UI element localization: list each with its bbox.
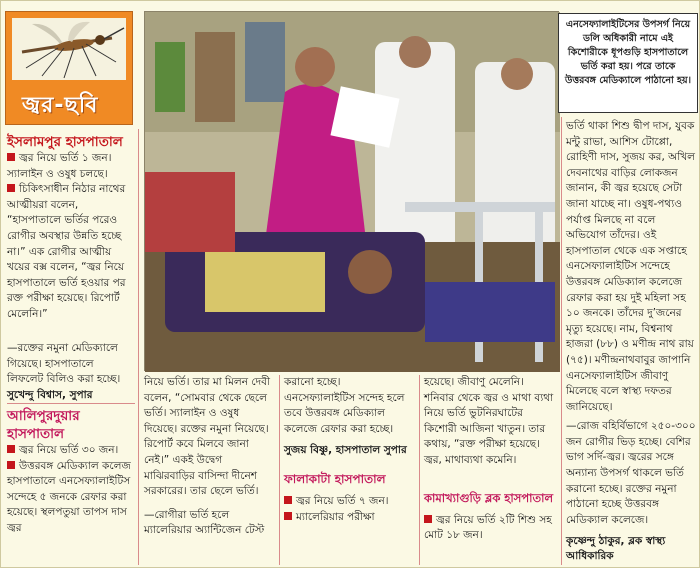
column-2-paragraph-2: —রোগীরা ভর্তি হলে ম্যালেরিয়ার অ্যান্টিজেন টেস্ট	[144, 508, 265, 537]
column-5-signature: কৃষ্ণেন্দু ঠাকুর, ব্লক স্বাস্থ্য আধিকারিক	[566, 535, 666, 563]
islampur-footer	[7, 341, 133, 401]
alipurduar-column	[7, 407, 135, 565]
islampur-item-1: জ্বর নিয়ে ভর্তি ১ জন। স্যালাইন ও ওষুধ চলছে।	[7, 152, 112, 180]
bullet-icon	[424, 515, 432, 523]
kamakhyaguri-heading: কামাখ্যাগুড়ি ব্লক হাসপাতাল	[424, 490, 554, 505]
kamakhyaguri-item-1: জ্বর নিয়ে ভর্তি ২টি শিশু সহ মোট ১৮ জন।	[424, 513, 552, 542]
bullet-icon	[7, 184, 15, 192]
divider	[419, 375, 420, 565]
falakata-item-1: জ্বর নিয়ে ভর্তি ৭ জন।	[284, 494, 414, 510]
column-4	[424, 375, 556, 565]
divider	[7, 403, 135, 404]
islampur-official-quote: —রক্তের নমুনা মেডিক্যালে গিয়েছে। হাসপাতালে লিফলেট বিলিও করা হচ্ছে।	[7, 342, 121, 386]
column-3-paragraph-1: করানো হচ্ছে। এনসেফ্যালাইটিস সন্দেহ হলে তবে উত্তরবঙ্গ মেডিক্যাল কলেজে রেফার করা হচ্ছে।	[284, 376, 405, 435]
column-3-signature: সুজয় বিষ্ণু, হাসপাতাল সুপার	[284, 444, 407, 457]
column-5	[566, 119, 698, 565]
column-4-paragraph-1: হয়েছে। জীবাণু মেলেনি। শনিবার থেকে জ্বর ও মাথা ব্যথা নিয়ে ভর্তি ভুটনিরঘাটের কিশোরী আজিনা খাতুন। তার কথায়, “রক্ত পরীক্ষা হয়েছে। জ্বর, মাথাব্যথা কমেনি।	[424, 376, 554, 466]
alipurduar-item-1: জ্বর নিয়ে ভর্তি ৩০ জন।	[7, 443, 135, 459]
column-2	[144, 375, 274, 565]
bullet-icon	[284, 512, 292, 520]
divider	[138, 129, 139, 565]
column-5-paragraph-2: —রোজ বহির্বিভাগে ২৫০-৩০০ জন রোগীর ভিড় হচ্ছে। বেশির ভাগ সর্দি-জ্বর। জ্বরের সঙ্গে অন্যান্য উপসর্গ থাকলে ভর্তি করানো হচ্ছে। রক্তের নমুনা পাঠানো হচ্ছে উত্তরবঙ্গ মেডিক্যাল কলেজে।	[566, 420, 696, 526]
falakata-item-2: ম্যালেরিয়ার পরীক্ষা	[284, 510, 414, 526]
divider	[561, 117, 562, 565]
islampur-column	[7, 133, 133, 320]
bullet-icon	[7, 461, 15, 469]
bullet-icon	[284, 496, 292, 504]
alipurduar-item-2: উত্তরবঙ্গ মেডিক্যাল কলেজ হাসপাতালে এনসেফ্যালাইটিস সন্দেহে ৫ জনকে রেফার করা হয়েছে। স্থলপতুয়া তাপস দাস জ্বর	[7, 459, 131, 534]
column-5-paragraph-1: ভর্তি থাকা শিশু দ্বীপ দাস, যুবক মন্টু রাভা, আশিস টোপ্পো, রোহিণী দাস, সুজয় কর, অখিল দেবনাথের বাড়ির লোকজন জানান, কী জ্বর হয়েছে সেটা জানা যাচ্ছে না। ওষুধ-পথ্যও পর্যাপ্ত মিলছে না বলে অভিযোগ তাঁদের। ওই হাসপাতাল থেকে এক সপ্তাহে এনসেফ্যালাইটিস সন্দেহে উত্তরবঙ্গ মেডিক্যাল কলেজে রেফার করা হয় দুই মহিলা সহ ১০ জনকে। তাঁদের দু’জনের মৃত্যু হয়েছে। নাম, বিশ্বনাথ হাজরা (৮৮) ও মণীন্দ্র নাথ রায় (৭৫)। মণীন্দ্রনাথবাবুর জাপানি এনসেফ্যালাইটিস জীবাণু মিলেছে বলে স্বাস্থ্য দফতর জানিয়েছে।	[566, 120, 695, 413]
islampur-heading: ইসলামপুর হাসপাতাল	[7, 134, 123, 150]
column-2-paragraph-1: নিয়ে ভর্তি। তার মা মিলন দেবী বলেন, “সোমবার থেকে ছেলে ভর্তি। স্যালাইন ও ওষুধ দিয়েছে। রক্তের নমুনা নিয়েছে। রিপোর্ট কবে মিলবে জানা নেই।” একই উদ্বেগ মাঝিরবাড়ির বাসিন্দা দীনেশ সরকারের। তার ছেলে ভর্তি।	[144, 376, 270, 498]
column-3	[284, 375, 414, 565]
alipurduar-heading: আলিপুরদুয়ার হাসপাতাল	[7, 408, 80, 442]
falakata-heading: ফালাকাটা হাসপাতাল	[284, 472, 386, 487]
mosquito-icon	[12, 18, 126, 80]
photo-caption: এনসেফ্যালাইটিসের উপসর্গ নিয়ে ডলি অধিকারী নামে এই কিশোরীকে ধূপগুড়ি হাসপাতালে ভর্তি করা হয়। পরে তাকে উত্তরবঙ্গ মেডিক্যালে পাঠানো হয়।	[558, 13, 698, 113]
bullet-icon	[7, 445, 15, 453]
divider	[279, 375, 280, 565]
section-logo	[5, 11, 133, 125]
islampur-item-2: চিকিৎসাধীন নিঠার নাথের আত্মীয়রা বলেন, “হাসপাতালে ভর্তির পরেও রোগীর অবস্থার উন্নতি হচ্ছে না।” এক রোগীর আত্মীয় খয়ের বক্স বলেন, “জ্বর নিয়ে হাসপাতালে ভর্তি হওয়ার পর রক্ত পরীক্ষা হয়েছে। রিপোর্ট মেলেনি।”	[7, 183, 126, 320]
section-title: জ্বর-ছবি	[22, 93, 99, 118]
islampur-signature: সুখেন্দু বিশ্বাস, সুপার	[7, 388, 93, 401]
bullet-icon	[7, 153, 15, 161]
hospital-ward-photo	[144, 11, 559, 371]
